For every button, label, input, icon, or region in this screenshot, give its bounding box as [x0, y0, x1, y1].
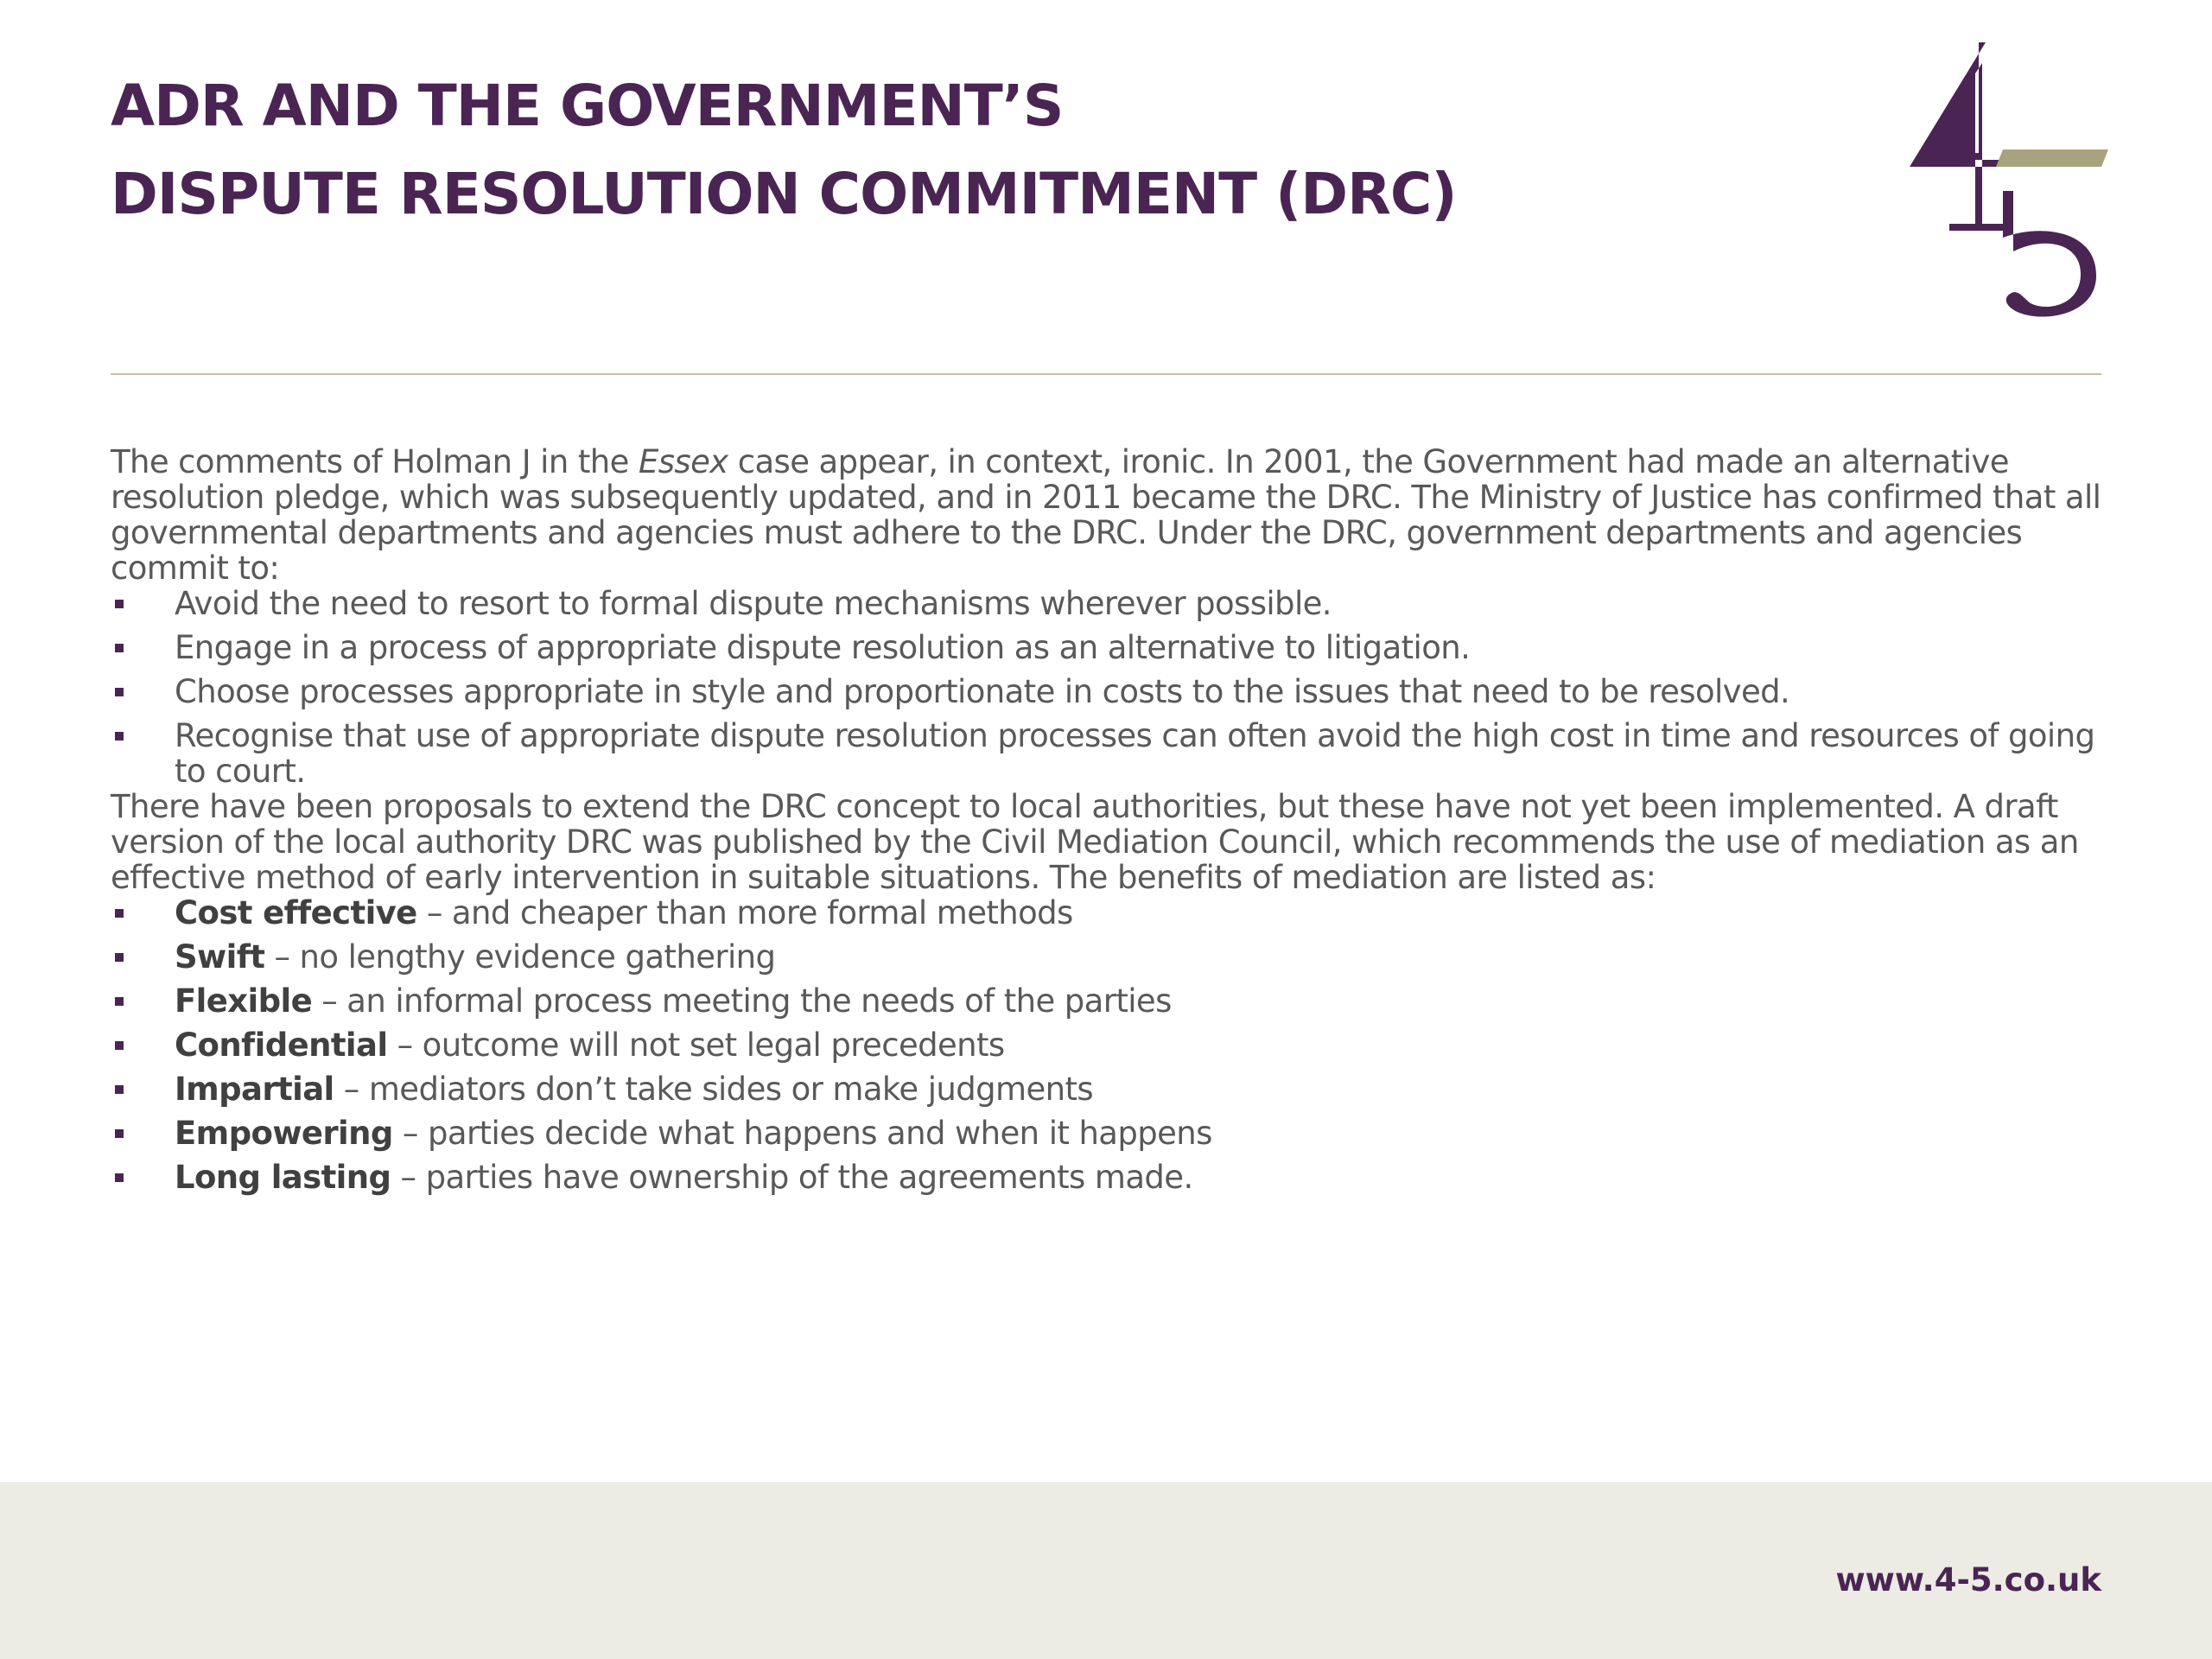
slide-title — [111, 62, 1457, 238]
case-name: Essex — [638, 443, 728, 480]
benefit-term: Confidential — [175, 1027, 388, 1064]
slide-title-line-2: DISPUTE RESOLUTION COMMITMENT (DRC) — [111, 161, 1457, 227]
commitments-list — [111, 586, 2124, 789]
benefit-term: Long lasting — [175, 1159, 391, 1196]
list-item: Choose processes appropriate in style and proportionate in costs to the issues that need to be resolved. — [111, 674, 2124, 709]
logo-dash — [1996, 149, 2108, 167]
benefit-term: Empowering — [175, 1115, 393, 1152]
title-divider — [111, 373, 2101, 375]
slide-title-line-1: ADR AND THE GOVERNMENT’S — [111, 73, 1064, 139]
benefit-term: Cost effective — [175, 894, 417, 931]
intro-paragraph: The comments of Holman J in the Essex case appear, in context, ironic. In 2001, the Government had made an alternative resolution pledge, which was subsequently updated, and in 2011 became the DRC. The Ministry of Justice has confirmed that all governmental departments and agencies must adhere to the DRC. Under the DRC, government departments and agencies commit to: — [111, 443, 2101, 587]
list-item: Swift – no lengthy evidence gathering — [111, 939, 2124, 975]
benefit-term: Swift — [175, 938, 265, 976]
list-item: Impartial – mediators don’t take sides or make judgments — [111, 1071, 2124, 1107]
list-item: Recognise that use of appropriate dispute resolution processes can often avoid the high cost in time and resources of going to court. — [111, 718, 2124, 789]
benefits-list — [111, 895, 2124, 1195]
website-link[interactable]: www.4-5.co.uk — [1835, 1561, 2101, 1599]
four-five-logo — [1892, 39, 2117, 324]
list-item: Cost effective – and cheaper than more formal methods — [111, 895, 2124, 931]
list-item: Engage in a process of appropriate dispute resolution as an alternative to litigation. — [111, 630, 2124, 665]
benefit-term: Flexible — [175, 982, 313, 1020]
list-item: Empowering – parties decide what happens and when it happens — [111, 1116, 2124, 1151]
list-item: Avoid the need to resort to formal dispute mechanisms wherever possible. — [111, 586, 2124, 621]
slide-body — [111, 444, 2124, 1204]
list-item: Confidential – outcome will not set legal precedents — [111, 1027, 2124, 1063]
logo-digit-five — [2003, 191, 2096, 317]
footer-bar — [0, 1482, 2212, 1659]
list-item: Flexible – an informal process meeting the needs of the parties — [111, 983, 2124, 1019]
list-item: Long lasting – parties have ownership of the agreements made. — [111, 1160, 2124, 1195]
benefit-term: Impartial — [175, 1071, 334, 1108]
second-paragraph: There have been proposals to extend the DRC concept to local authorities, but these have not yet been implemented. A draft version of the local authority DRC was published by the Civil Mediation Council, which recommends the use of mediation as an effective method of early intervention in suitable situations. The benefits of mediation are listed as: — [111, 788, 2079, 896]
